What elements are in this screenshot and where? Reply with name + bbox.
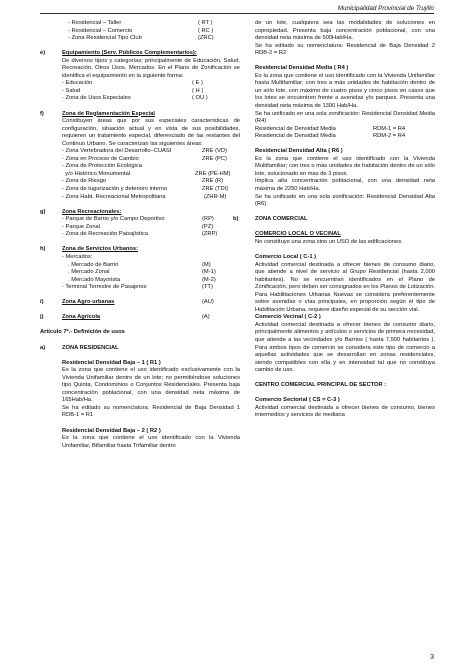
page-number: 3 (430, 654, 434, 661)
list-item: - Zona Habt. Recreacional Metropolitana (ZHR-M) (62, 193, 227, 200)
section-heading-b: b) ZONA COMERCIAL (233, 216, 308, 223)
section-heading-h: h) Zona de Servicios Urbanos: (40, 246, 139, 253)
paragraph: Es la zona que contiene el uso identificado con la Vivienda Multifamiliar; con tres o más unidades de habitación dentro de un sólo lote, solucionado en mas de 3 pisos. (255, 155, 435, 177)
paragraph: Actividad comercial destinada a ofrecer bienes de consumo diario, principalmente alimentos y artículos o servicios de primera necesidad, que atiende a las vecindades y/o Barrios ( hasta 7,500 habitantes ). Para ambos tipos de comercio se considera este tipo de comercio a aquellas actividades que se desarrollan en zonas residenciales, siendo compatibles con ella y en intensidad tal que no constituya cambio de uso. (255, 321, 435, 374)
left-column (40, 20, 248, 450)
section-heading-i: i) Zona Agro urbanas (AU) (40, 299, 214, 306)
list-item: - Terminal Terrestre de Pasajeros (TT) (62, 284, 213, 291)
paragraph: de un lote, cualquiera sea las modalidades de soluciones en copropiedad. Presenta baja concentración poblacional, con una densidad neta máxima de 500Hab/Ha. (255, 20, 435, 42)
list-item: - Salud ( H ) (62, 87, 204, 94)
list-item: - Zona de Protección Ecológica (62, 163, 142, 170)
list-item: - Residencial – Taller ( RT ) (68, 20, 213, 26)
section-heading-f: f) Zona de Reglamentación Especial (40, 110, 155, 117)
list-item: - Zona de Usos Especiales ( OU ) (62, 95, 208, 102)
section-heading-j: j) Zona Agrícola (A) (40, 314, 210, 321)
subheading-c1: Comercio Local ( C-1 ) (255, 253, 317, 260)
list-item: - Zona en Proceso de Cambio ZRE (PC) (62, 155, 227, 162)
subheading-r2: Residencial Densidad Baja – 2 ( R2 ) (62, 427, 161, 434)
paragraph: Actividad comercial destinada a ofrecer bienes de consumo, bienes intermedios y servicios de mediana (255, 404, 435, 419)
paragraph: Es la zona que contiene el uso identificado con la Vivienda Unifamiliar hasta Multifamiliar; con tres a más unidades de habitación dentro de un sólo lote, con máximo de cuatro pisos y cinco pisos en casos que los lotes se encuentren frente a avenidas y/o parques. Presenta una densidad neta máxima de 1300 Hab/Ha. (255, 72, 435, 110)
list-item: - Parque de Barrio y/o Campo Deportivo (RP) (62, 216, 214, 223)
paragraph: De diversos tipos y categorías; principalmente de Educación, Salud, Recreación, Otros Usos, Mercados. En el Plano de Zonificación se identifica el equipamiento en la siguiente forma: (62, 57, 240, 79)
subheading-r4: Residencial Densidad Media ( R4 ) (255, 65, 349, 72)
paragraph: Es la zona que contiene el uso identificado exclusivamente con la Vivienda Unifamiliar dentro de un lote; no permitiéndose soluciones tipo Quinta, Condominios o Conjuntos Residenciales. Presenta baja concentración poblacional, con una densidad neta máxima de 165Hab/Ha. (62, 367, 240, 404)
right-column (233, 20, 443, 420)
list-item: . Mercado Mayorista (M-2) (68, 276, 216, 283)
list-item: - Educación ( E ) (62, 80, 203, 87)
subheading-centro-comercial: CENTRO COMERCIAL PRINCIPAL DE SECTOR : (255, 382, 387, 389)
subheading-c2: Comercio Vecinal ( C-2 ) (255, 314, 321, 321)
running-header: Municipalidad Provincial de Trujillo (337, 5, 434, 12)
paragraph: Se ha editado su nomenclatura: Residencial de Baja Densidad 1 RDB-1 = R1 (62, 404, 248, 419)
list-item: Residencial de Densidad Media RDM-2 = R4 (255, 133, 406, 140)
subheading-r6: Residencial Densidad Alta ( R6 ) (255, 148, 343, 155)
list-item: - Parque Zonal (PZ) (62, 223, 214, 230)
list-item: - Mercados: (62, 253, 93, 260)
paragraph: Constituyen áreas que por sus especiales características de configuración, situación actual y en vista de sus posibilidades, requieren un tratamiento especial, diferenciado de las restantes del Continuo Urbano. Se caracterizan las siguientes áreas: (62, 118, 240, 147)
list-item: - Zona Vertebradora del Desarrollo–CUASI ZRE (VD) (62, 148, 227, 155)
list-item: . Mercado Zonal (M-1) (68, 269, 216, 276)
section-heading-g: g) Zona Recreacionales: (40, 208, 122, 215)
paragraph: Se ha unificado en una sola zonificación: Residencial Densidad Media (R4) (255, 110, 435, 125)
subheading-cs: Comercio Sectorial ( CS = C-3 ) (255, 397, 340, 404)
paragraph: No constituye una zona sino un USO de las edificaciones. (255, 238, 403, 245)
paragraph: Se ha unificado en una sola zonificación: Residencial Densidad Alta (R6) (255, 193, 435, 208)
section-heading-a: a) ZONA RESIDENCIAL (40, 344, 119, 351)
list-item: - Zona de Riesgo ZRE (R) (62, 178, 224, 185)
list-item: Residencial de Densidad Media RDM-1 = R4 (255, 125, 406, 132)
list-item: - Zona de tugurización y deterioro interno ZRE (TDI) (62, 186, 229, 193)
list-item: . Mercado de Barrio (M) (68, 261, 211, 268)
paragraph: Se ha editado su nomenclatura: Residencial de Baja Densidad 2 RDB-2 = R2 (255, 42, 443, 57)
paragraph: Es la zona que contiene el uso identificado con la Vivienda Unifamiliar, Bifamiliar hasta Trifamiliar dentro (62, 435, 240, 449)
list-item: y/o Histórico Monumental ZRE (PE-HM) (62, 170, 231, 177)
subheading-comercio-vecinal: COMERCIO LOCAL O VECINAL (255, 231, 341, 238)
list-item: - Residencial – Comercio ( RC ) (68, 27, 214, 34)
list-item: - Zona de Recreación Paisajística (ZRP) (62, 231, 218, 238)
list-item: - Zona Residencial Tipo Club (ZRC) (68, 35, 214, 42)
article-heading: Artículo 7º.- Definición de usos (40, 329, 125, 336)
subheading-r1: Residencial Densidad Baja – 1 ( R1 ) (62, 359, 161, 366)
paragraph: Implica alta concentración poblacional, con una densidad neta máxima de 2250 Hab/Ha. (255, 178, 435, 193)
header-rule (40, 13, 434, 14)
paragraph: Actividad comercial destinada a ofrecer bienes de consumo diario, que atiende a nivel de servicio al Grupo Residencial (hasta 2,000 habitantes). No se encuentran identificados en el Plano de Zonificación, pero deben ser consignados en los Planos de Lotización. Para Habilitaciones Urbanas Nuevas se considera preferentemente sobre avenidas o vías principales, en proporción según el tipo de Habilitación Urbana, requiere diseño especial de su sección vial. (255, 261, 435, 313)
section-heading-e: e) Equipamiento (Serv. Públicos Complementarios): (40, 50, 197, 57)
